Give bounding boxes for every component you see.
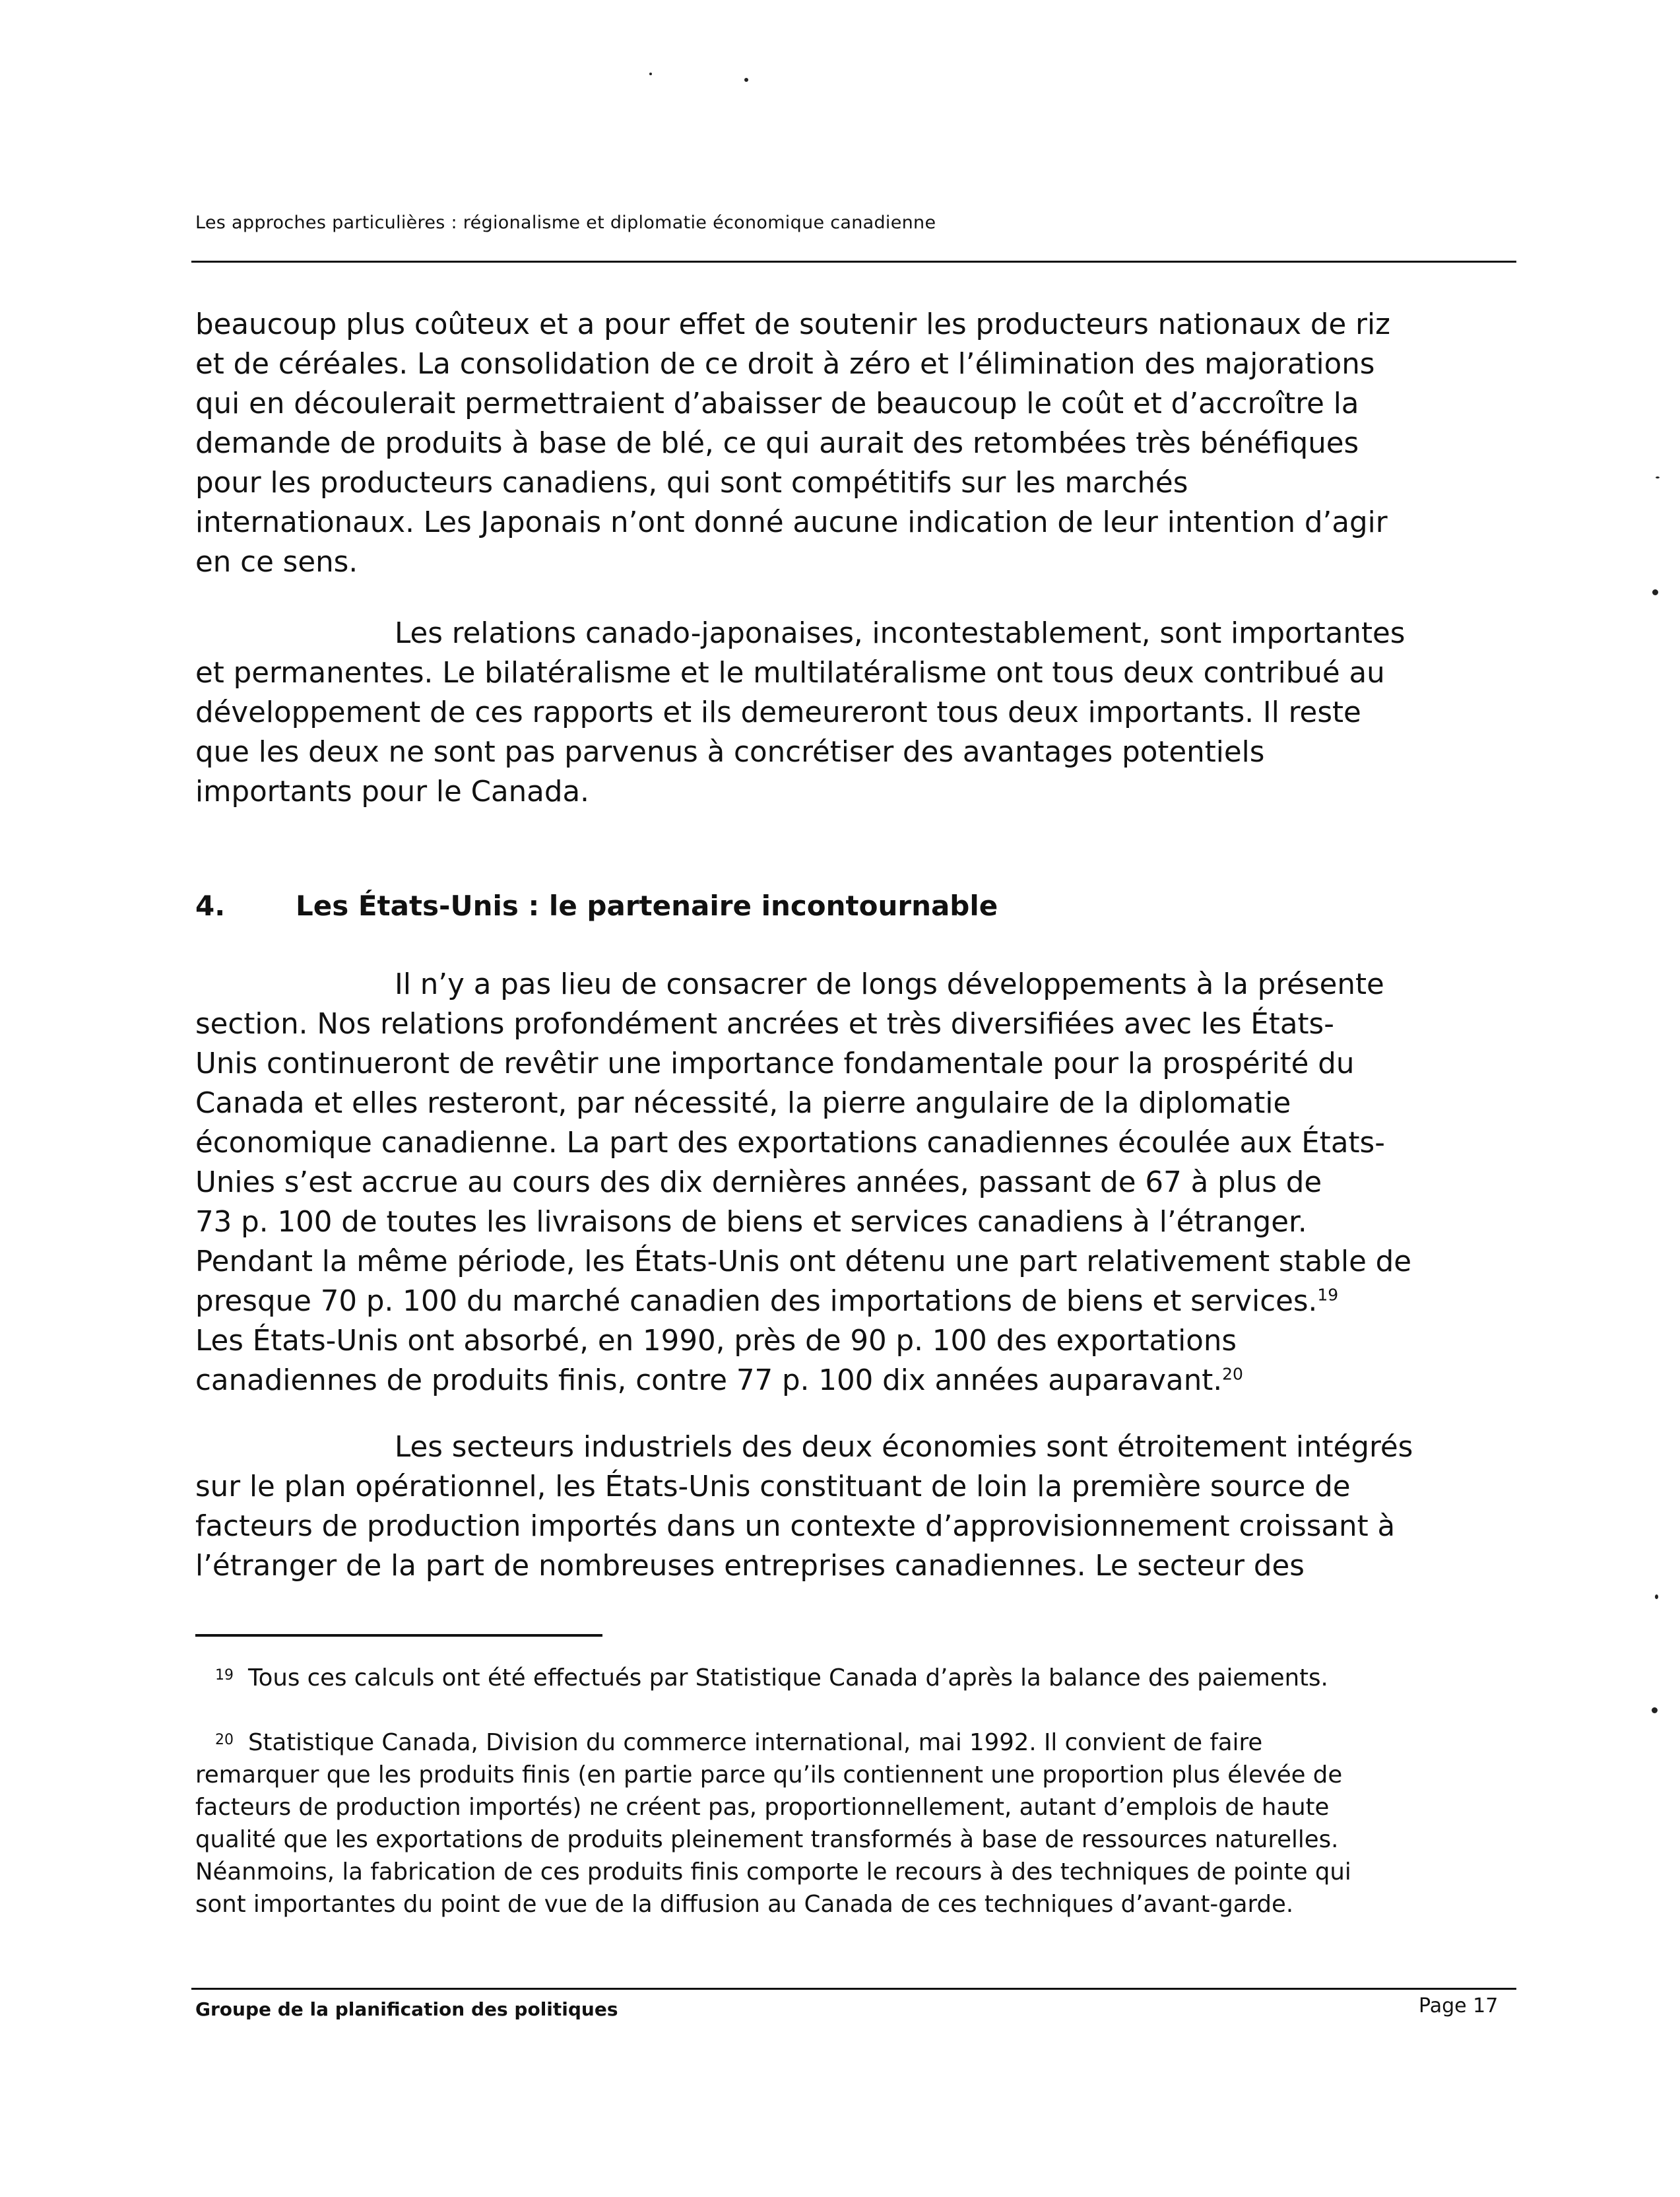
text-line: internationaux. Les Japonais n’ont donné aucune indication de leur intention d’agir <box>195 506 1388 539</box>
text-line: sur le plan opérationnel, les États-Unis constituant de loin la première source de <box>195 1470 1351 1503</box>
footnote-line: sont importantes du point de vue de la diffusion au Canada de ces techniques d’avant-garde. <box>195 1891 1294 1918</box>
footer-organization: Groupe de la planification des politiques <box>195 1998 618 2020</box>
scan-speck <box>649 73 652 75</box>
footnote-19 <box>195 1662 1515 1694</box>
footnote-line: facteurs de production importés) ne créent pas, proportionnellement, autant d’emplois de haute <box>195 1794 1330 1821</box>
text-line: Les États-Unis ont absorbé, en 1990, près de 90 p. 100 des exportations <box>195 1325 1237 1358</box>
text-line: beaucoup plus coûteux et a pour effet de soutenir les producteurs nationaux de riz <box>195 308 1390 341</box>
text-line: développement de ces rapports et ils demeureront tous deux importants. Il reste <box>195 696 1361 729</box>
section-number: 4. <box>195 890 226 922</box>
section-title: Les États-Unis : le partenaire incontournable <box>296 890 998 922</box>
text-line: économique canadienne. La part des exportations canadiennes écoulée aux États- <box>195 1127 1385 1160</box>
header-rule <box>191 261 1516 263</box>
footnote-line: Néanmoins, la fabrication de ces produits finis comporte le recours à des techniques de pointe qui <box>195 1858 1351 1885</box>
footnote-separator <box>195 1634 602 1637</box>
text-line: canadiennes de produits finis, contre 77 p. 100 dix années auparavant. <box>195 1364 1223 1397</box>
text-line: importants pour le Canada. <box>195 775 589 808</box>
scan-speck <box>1652 589 1658 595</box>
text-line: 73 p. 100 de toutes les livraisons de biens et services canadiens à l’étranger. <box>195 1206 1307 1239</box>
text-line: que les deux ne sont pas parvenus à concrétiser des avantages potentiels <box>195 736 1265 769</box>
text-line: et permanentes. Le bilatéralisme et le multilatéralisme ont tous deux contribué au <box>195 657 1385 690</box>
text-line: Unies s’est accrue au cours des dix dernières années, passant de 67 à plus de <box>195 1166 1322 1199</box>
section-heading <box>195 890 998 922</box>
paragraph <box>195 305 1515 582</box>
text-line: presque 70 p. 100 du marché canadien des importations de biens et services. <box>195 1285 1318 1318</box>
footer-rule <box>191 1988 1516 1990</box>
running-header: Les approches particulières : régionalisme et diplomatie économique canadienne <box>195 213 936 233</box>
footnote-ref-19[interactable]: 19 <box>1317 1285 1339 1305</box>
text-line: Pendant la même période, les États-Unis ont détenu une part relativement stable de <box>195 1245 1412 1278</box>
text-line: en ce sens. <box>195 546 358 579</box>
footnote-ref-20[interactable]: 20 <box>1222 1364 1243 1384</box>
paragraph <box>195 1427 1515 1586</box>
text-line: section. Nos relations profondément ancrées et très diversifiées avec les États- <box>195 1008 1334 1041</box>
text-line: et de céréales. La consolidation de ce droit à zéro et l’élimination des majorations <box>195 348 1375 381</box>
text-line: Les secteurs industriels des deux économies sont étroitement intégrés <box>395 1431 1413 1464</box>
page-number: Page 17 <box>1419 1994 1499 2017</box>
text-line: demande de produits à base de blé, ce qui aurait des retombées très bénéfiques <box>195 427 1359 460</box>
text-line: Les relations canado-japonaises, incontestablement, sont importantes <box>395 617 1405 650</box>
text-line: pour les producteurs canadiens, qui sont compétitifs sur les marchés <box>195 467 1188 500</box>
footnote-line: Statistique Canada, Division du commerce international, mai 1992. Il convient de faire <box>248 1729 1263 1756</box>
footnote-text: Tous ces calculs ont été effectués par Statistique Canada d’après la balance des paiements. <box>248 1664 1328 1691</box>
scan-speck <box>1655 1594 1658 1599</box>
paragraph <box>195 614 1515 812</box>
footnote-mark: 19 <box>215 1667 234 1684</box>
scan-speck <box>1656 476 1660 478</box>
footnote-line: qualité que les exportations de produits pleinement transformés à base de ressources naturelles. <box>195 1826 1339 1853</box>
paragraph <box>195 965 1515 1400</box>
footnote-line: remarquer que les produits finis (en partie parce qu’ils contiennent une proportion plus élevée de <box>195 1761 1343 1788</box>
text-line: facteurs de production importés dans un contexte d’approvisionnement croissant à <box>195 1510 1396 1543</box>
footnote-mark: 20 <box>215 1732 234 1748</box>
text-line: qui en découlerait permettraient d’abaisser de beaucoup le coût et d’accroître la <box>195 387 1359 420</box>
text-line: l’étranger de la part de nombreuses entreprises canadiennes. Le secteur des <box>195 1550 1305 1583</box>
scan-speck <box>1652 1707 1658 1713</box>
scan-speck <box>744 78 748 82</box>
text-line: Il n’y a pas lieu de consacrer de longs développements à la présente <box>395 968 1384 1001</box>
footnote-20 <box>195 1726 1515 1920</box>
text-line: Unis continueront de revêtir une importance fondamentale pour la prospérité du <box>195 1047 1355 1080</box>
text-line: Canada et elles resteront, par nécessité, la pierre angulaire de la diplomatie <box>195 1087 1291 1120</box>
